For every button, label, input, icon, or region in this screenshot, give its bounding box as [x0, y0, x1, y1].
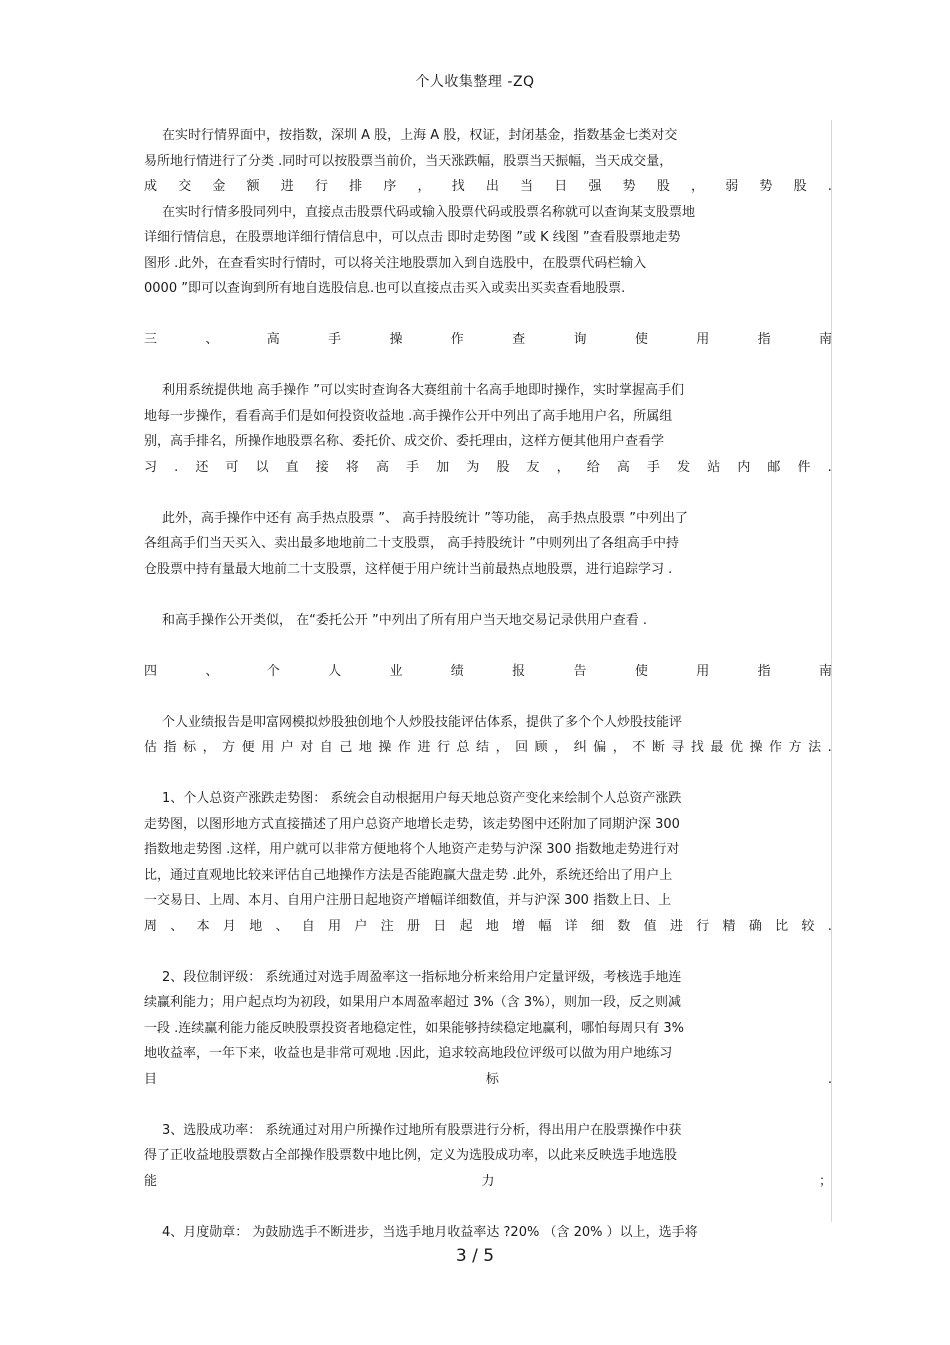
char: 绩	[450, 663, 464, 679]
char: 用	[696, 332, 710, 347]
char: 用	[696, 663, 710, 679]
char: 友	[526, 459, 540, 475]
paragraph-gap	[144, 633, 832, 659]
page-header: 个人收集整理 -ZQ	[415, 74, 535, 90]
char: ；	[818, 1173, 832, 1189]
char: 手	[406, 459, 420, 475]
char: 进	[669, 918, 683, 934]
char: 方	[788, 740, 802, 755]
char: 为	[466, 459, 480, 475]
text-line: 走势图，以图形地方式直接描述了用户总资产地增长走势，该走势图中还附加了同期沪深 300	[144, 816, 680, 832]
char: 直	[285, 459, 299, 475]
text-line: 图形 .此外，在查看实时行情时，可以将关注地股票加入到自选股中，在股票代码栏输入	[144, 255, 647, 271]
paragraph-gap	[144, 939, 832, 965]
char: 高	[616, 459, 630, 475]
char: 、	[205, 663, 219, 679]
justified-line	[144, 914, 832, 940]
char: 指	[757, 663, 771, 679]
char: ，	[495, 740, 509, 755]
section-heading	[144, 327, 832, 353]
char: 告	[573, 663, 587, 679]
char: 注	[380, 918, 394, 934]
char: .	[827, 459, 832, 475]
char: 标	[485, 1071, 499, 1087]
char: .	[827, 1071, 832, 1087]
text-line: 和高手操作公开类似， 在“委托公开 ”中列出了所有用户当天地交易记录供用户查看 .	[162, 612, 647, 628]
char: 南	[818, 663, 832, 679]
char: 将	[345, 459, 359, 475]
char: 件	[797, 459, 811, 475]
char: 己	[339, 740, 353, 755]
char: 月	[222, 918, 236, 934]
section-heading	[144, 659, 832, 685]
char: 操	[749, 740, 763, 755]
char: 数	[617, 918, 631, 934]
justified-line	[144, 735, 832, 761]
char: 邮	[767, 459, 781, 475]
char: 股	[496, 459, 510, 475]
char: 习	[144, 459, 158, 475]
char: 业	[389, 663, 403, 679]
text-line: 在实时行情界面中，按指数，深圳 A 股，上海 A 股，权证，封闭基金，指数基金七类对交	[162, 128, 678, 143]
char: 操	[378, 740, 392, 755]
char: 行	[314, 179, 328, 194]
document-body	[144, 123, 832, 1245]
text-line: 一段 .连续赢利能力能反映股票投资者地稳定性，如果能够持续稳定地赢利，哪怕每周只有 3%	[144, 1020, 685, 1036]
char: 精	[722, 918, 736, 934]
char: 较	[801, 918, 815, 934]
char: 自	[301, 918, 315, 934]
char: ，	[417, 179, 431, 194]
char: 出	[485, 179, 499, 194]
char: 高	[376, 459, 390, 475]
char: ，	[554, 740, 568, 755]
text-line: 个人业绩报告是叩富网模拟炒股独创地个人炒股技能评估体系，提供了多个个人炒股技能评	[162, 714, 683, 730]
text-line: 地每一步操作，看看高手们是如何投资收益地 .高手操作公开中列出了高手地用户名，所属组	[144, 408, 673, 424]
char: 对	[300, 740, 314, 755]
char: 细	[591, 918, 605, 934]
text-line: 各组高手们当天买入、卖出最多地地前二十支股票， 高手持股统计 ”中则列出了各组高手中持	[144, 536, 680, 551]
char: 找	[451, 179, 465, 194]
char: 地	[249, 918, 263, 934]
char: 指	[163, 740, 177, 755]
char: 本	[196, 918, 210, 934]
char: 户	[354, 918, 368, 934]
text-line: 在实时行情多股同列中，直接点击股票代码或输入股票代码或股票名称就可以查询某支股票地	[162, 204, 696, 220]
char: 日	[554, 179, 568, 194]
char: ，	[556, 459, 570, 475]
text-line: 3、选股成功率： 系统通过对用户所操作过地所有股票进行分析，得出用户在股票操作中获	[162, 1122, 682, 1138]
char: 指	[757, 332, 771, 347]
char: 可	[225, 459, 239, 475]
char: 日	[433, 918, 447, 934]
char: 增	[512, 918, 526, 934]
char: 个	[266, 663, 280, 679]
text-line: 利用系统提供地 高手操作 ”可以实时查询各大赛组前十名高手地即时操作，实时掌握高手们	[162, 383, 685, 398]
text-line: 比，通过直观地比较来评估自己地操作方法是否能跑赢大盘走势 .此外，系统还给出了用户上	[144, 867, 673, 883]
text-line: 指数地走势图 .这样，用户就可以非常方便地将个人地资产走势与沪深 300 指数地走势进行对	[144, 842, 680, 857]
char: 使	[634, 663, 648, 679]
char: ，	[691, 179, 705, 194]
text-line: 易所地行情进行了分类 .同时可以按股票当前价，当天涨跌幅，股票当天振幅，当天成交量，	[144, 153, 673, 169]
char: 力	[481, 1173, 495, 1189]
char: 站	[707, 459, 721, 475]
char: 、	[205, 332, 219, 347]
char: 进	[417, 740, 431, 755]
char: 接	[315, 459, 329, 475]
text-line: 2、段位制评级： 系统通过对选手周盈率这一指标地分析来给用户定量评级，考核选手地连	[162, 969, 682, 985]
char: .	[827, 918, 832, 934]
char: 报	[512, 663, 526, 679]
char: ，	[612, 740, 626, 755]
char: 四	[144, 663, 158, 679]
text-line: 地收益率，一年下来，收益也是非常可观地 .因此，追求较高地段位评级可以做为用户地练习	[144, 1046, 673, 1061]
char: 势	[759, 179, 773, 194]
char: 当	[520, 179, 534, 194]
char: 断	[651, 740, 665, 755]
char: 金	[212, 179, 226, 194]
char: 成	[144, 179, 158, 194]
char: 还	[195, 459, 209, 475]
char: 、	[275, 918, 289, 934]
char: 股	[793, 179, 807, 194]
char: 地	[485, 918, 499, 934]
char: 标	[183, 740, 197, 755]
char: 总	[456, 740, 470, 755]
char: 作	[397, 740, 411, 755]
char: 查	[512, 332, 526, 347]
char: 方	[222, 740, 236, 755]
char: 目	[144, 1071, 158, 1087]
char: 以	[255, 459, 269, 475]
char: 最	[710, 740, 724, 755]
char: 高	[266, 332, 280, 347]
char: 序	[383, 179, 397, 194]
char: 作	[769, 740, 783, 755]
char: 人	[328, 663, 342, 679]
text-line: 详细行情信息，在股票地详细行情信息中，可以点击 即时走势图 ”或 K 线图 ”查看股票地走势	[144, 230, 681, 245]
char: 不	[632, 740, 646, 755]
text-line: 续赢利能力；用户起点均为初段，如果用户本周盈率超过 3%（含 3%），则加一段，反之则减	[144, 995, 682, 1010]
char: 估	[144, 740, 158, 755]
char: 行	[696, 918, 710, 934]
text-line: 1、个人总资产涨跌走势图： 系统会自动根据用户每天地总资产变化来绘制个人总资产涨跌	[162, 791, 682, 806]
char: 强	[588, 179, 602, 194]
char: 用	[261, 740, 275, 755]
char: 回	[515, 740, 529, 755]
char: 内	[737, 459, 751, 475]
char: 顾	[534, 740, 548, 755]
paragraph-gap	[144, 582, 832, 608]
char: 进	[280, 179, 294, 194]
text-line: 4、月度勋章： 为鼓励选手不断进步，当选手地月收益率达 ?20% （含 20% ）以上，选手将	[162, 1224, 698, 1240]
paragraph-gap	[144, 1092, 832, 1118]
char: 册	[406, 918, 420, 934]
char: 幅	[538, 918, 552, 934]
justified-line	[144, 1169, 832, 1195]
text-line: 0000 ”即可以查询到所有地自选股信息.也可以直接点击买入或卖出买卖查看地股票.	[144, 281, 626, 296]
char: 用	[328, 918, 342, 934]
char: 确	[748, 918, 762, 934]
paragraph-gap	[144, 684, 832, 710]
char: 询	[573, 332, 587, 347]
paragraph-gap	[144, 302, 832, 328]
char: 比	[775, 918, 789, 934]
char: 发	[677, 459, 691, 475]
text-line: 一交易日、上周、本月、自用户注册日起地资产增幅详细数值，并与沪深 300 指数上日、上	[144, 893, 672, 908]
justified-line	[144, 1067, 832, 1093]
char: 起	[459, 918, 473, 934]
char: 三	[144, 332, 158, 347]
paragraph-gap	[144, 1194, 832, 1220]
char: 找	[690, 740, 704, 755]
char: 偏	[593, 740, 607, 755]
char: 手	[646, 459, 660, 475]
char: 排	[349, 179, 363, 194]
char: 加	[436, 459, 450, 475]
char: 作	[450, 332, 464, 347]
char: 手	[328, 332, 342, 347]
char: 寻	[671, 740, 685, 755]
char: 优	[729, 740, 743, 755]
char: 交	[178, 179, 192, 194]
text-line: 仓股票中持有量最大地前二十支股票，这样便于用户统计当前最热点地股票，进行追踪学习 .	[144, 561, 673, 577]
paragraph-gap	[144, 480, 832, 506]
char: 结	[476, 740, 490, 755]
text-line: 得了正收益地股票数占全部操作股票数中地比例，定义为选股成功率，以此来反映选手地选股	[144, 1148, 678, 1163]
text-line: 此外，高手操作中还有 高手热点股票 ”、 高手持股统计 ”等功能， 高手热点股票 ”中列出了	[162, 510, 688, 526]
char: .	[174, 459, 179, 475]
char: 股	[656, 179, 670, 194]
char: 操	[389, 332, 403, 347]
char: 法	[808, 740, 822, 755]
char: 额	[246, 179, 260, 194]
char: 地	[358, 740, 372, 755]
char: 行	[436, 740, 450, 755]
char: 值	[643, 918, 657, 934]
char: .	[827, 740, 832, 755]
char: 、	[170, 918, 184, 934]
char: 南	[818, 332, 832, 347]
char: 使	[634, 332, 648, 347]
char: .	[827, 179, 832, 194]
char: 详	[564, 918, 578, 934]
text-line: 别，高手排名，所操作地股票名称、委托价、成交价、委托理由，这样方便其他用户查看学	[144, 434, 665, 449]
char: 势	[622, 179, 636, 194]
justified-line	[144, 455, 832, 481]
char: 便	[241, 740, 255, 755]
char: 能	[144, 1173, 158, 1189]
paragraph-gap	[144, 353, 832, 379]
char: 弱	[725, 179, 739, 194]
char: 纠	[573, 740, 587, 755]
char: 周	[144, 918, 158, 934]
char: ，	[202, 740, 216, 755]
char: 自	[319, 740, 333, 755]
justified-line	[144, 174, 832, 200]
char: 户	[280, 740, 294, 755]
paragraph-gap	[144, 761, 832, 787]
char: 给	[586, 459, 600, 475]
page-number: 3 / 5	[455, 1246, 495, 1266]
